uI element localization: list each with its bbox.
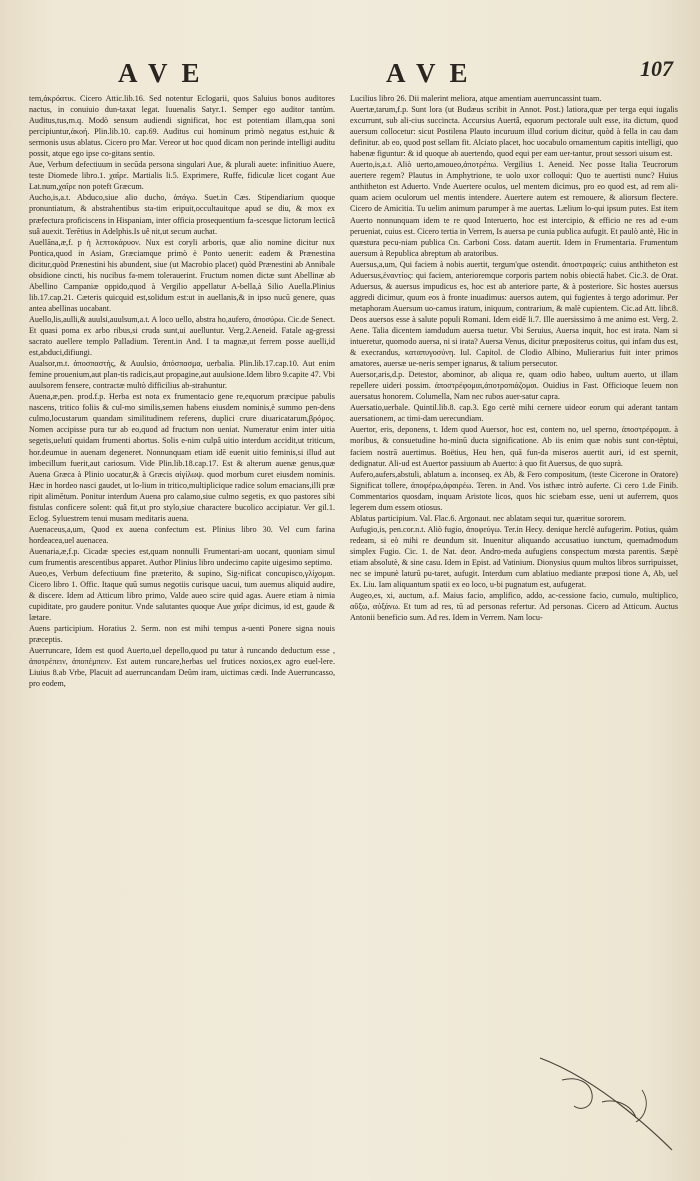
left-column (29, 93, 335, 690)
entry-paragraph: Aualsor,m.t. ἀποσπαστής, & Auulsio, ἀπόσπασμα, uerbalia. Plin.lib.17.cap.10. Aut enim femine prouenium,aut plan-tis radicis,aut propagine,aut auulsione.Idem libro 9.capite 47. Vbi auulsorem fensere, contractæ multò difficilius ab-strahuntur. (29, 359, 335, 391)
entry-paragraph: Aucho,is,a.t. Abduco,siue alio ducho, ἀπάγω. Suet.in Cæs. Stipendiarium quoque pronuntiatum, & abstrahentibus sta-tim eripuit,occultauitque apud se diu, & mox ex præfectura proficiscens in Hispaniam, inter officia prosequentium fa-scesque lictorum lecticâ suâ auexit. Terētius in Adelphis.Is uê nit,ut secum auchat. (29, 193, 335, 236)
entry-paragraph: Auertæ,tarum,f.p. Sunt lora (ut Budæus scribit in Annot. Post.) latiora,quæ per terga equi iugalis excurrunt, sub ali-cius succincta. Accursius Auertâ, equorum pectorale uult esse, ita dictum, quod auersum collocetur: sicut Postilena Plauto incuruum illud corium dicitur, quòd à fella in cau dam definitur. ab eo, quod post sellam fit. Alciato placet, hoc uocabulo ornamentum capitis intelligi, quo habenæ figuntur: & id quoque ab auertendo, quod equi per eam uer-tantur, prout sessori uisum est. (350, 105, 678, 159)
entry-paragraph: Auenaria,æ,f.p. Cicadæ species est,quam nonnulli Frumentari-am uocant, quoniam simul cum frumentis arescentibus apparet. Author Plinius libro undecimo capite uigesimo septimo. (29, 546, 335, 567)
entry-paragraph: Lucilius libro 26. Dii malerint meliora, atque amentiam auerruncassint tuam. (350, 94, 602, 103)
entry-paragraph: Auerto,is,a.t. Aliò uerto,amoueo,ἀποτρέπω. Vergilius 1. Aeneid. Nec posse Italia Teucrorum auertere regem? Plautus in Amphytrione, te uolo uxor colloqui: Quo te auertisti nunc? Huius anthitheton est Aduerto. Vnde Auertere oculos, uel mentem dicimus, pro eo quod est, ad rem ali-quam aciem oculorum uel mentis intendere. Auertere autem est remouere, & aliorsum flectere. Cicero de Amicitia. Tu uelim animum parumper à me auertas. Lælium lo-qui ipsum putes. Est item Auerto nonnunquam idem te re quod Interuerto, hoc est intercipio, & efficio ne res ad e-um perueniat, cuius est. Cicero tertia in Verrem, Is auersa pe cunia publica aufugit. Et paulò antè, Hic in quæstura pecu-niam publica Cn. Carboni Coss. datam auertit. Idem in Frumentaria. Frumentum auersum à Republica abreptum ab aratoribus. (350, 160, 678, 258)
entry-paragraph: Aue, Verbum defectiuum in secūda persona singulari Aue, & plurali auete: infinitiuo Auere, teste Diomede libro.1. χαῖρε. Martialis li.5. Exprimere, Ruffe, fidiculæ licet cogant Aue Lat.num,χαῖρε non poteft Græcum. (29, 160, 335, 192)
entry-paragraph: Augeo,es, xi, auctum, a.f. Maius facio, amplifico, addo, ac-cessione facio, cumulo, multiplico, αὔξω, αὐξάνω. Et tum ad res, tū ad personas refertur. Ad personas. Cicero ad Atticum. Auctus Antonii beneficio sum. Ad res. Idem in Verrem. Nam locu- (350, 591, 678, 623)
header-right-word: AVE (386, 58, 482, 88)
entry-paragraph: Auello,lis,aulli,& auulsi,auulsum,a.t. A loco uello, abstra ho,aufero, ἀποσύρω. Cic.de Senect. Et quasi poma ex arbo ribus,si cruda sunt,ui auelluntur. Verg.2.Aeneid. Fatale ag-gressi sacrato auellere templo Palladium. Terent.in And. I ta magnæ,ut ferrem posse auelli,id est,abduci,difiungi. (29, 314, 335, 358)
entry-paragraph: tem,ἀκρόατικ. Cicero Attic.lib.16. Sed notentur Eclogarii, quos Saluius bonos auditores nactus, in conuiuio dun-taxat legat. Iuuenalis Satyr.1. Semper ego auditor tantùm. Auditus,tus,m.q. Modò sensum audiendi significat, hoc est potentiam illam,qua soni percipiuntur,ἀκοή. Plin.lib.10. cap.69. Auditus cui hominum primò negatus est,huic & sermonis usus ablatus. Cicero pro Mar. Vereor ut hoc quod dicam non perinde intelligi auditu possit, atque ego ipse co-gitans sentio. (29, 94, 335, 159)
entry-paragraph: Ablatus participium. Val. Flac.6. Argonaut. nec ablatam sequi tur, quæritue sororem. (350, 513, 627, 523)
entry-paragraph: Auersatio,uerbale. Quintil.lib.8. cap.3. Ego certè mihi cernere uideor eorum qui aderant tantam auersationem, ac timi-dam uerecundiam. (350, 403, 678, 424)
header-left-word: AVE (118, 58, 214, 88)
entry-paragraph: Aueo,es, Verbum defectiuum fine præterito, & supino, Sig-nificat concupisco,γλίχομαι. Cicero libro 1. Offic. Itaque quū sumus negotiis curisque uacui, tum auemus aliquid audire, & discere. Idem ad Atticum libro primo, Valde aueo scire quid agas. Auere etiam à nimia cupiditate, pro gaudere ponitur. Vnde salutantes quoque Aue χαῖρε dicimus, id est, gaude & lætare. (29, 569, 335, 623)
entry-paragraph: Auens participium. Horatius 2. Serm. non est mihi tempus a-uenti Ponere signa nouis præceptis. (29, 624, 335, 645)
entry-paragraph: Auena,æ,pen. prod.f.p. Herba est nota ex frumentacio gene re,equorum præcipue pabulis nascens, tritico foliis & cul-mo similis,semen habens eiusdem nominis,è summo pen-dens culmo,locustarum quandam similitudinem referens, duplici crure diuaricatarum,βρόμος. Nomen accipisse pura tur ab eo,quod ad fructum non ueniat. Numeratur enim inter uitia segetis,uelutí quidam frumenti abortus. Solis e-nim culpâ uitio interdum accidit,ut triticum, hor.deumue in auenam degeneret. Nonnunquam etiam idē euenit uitio feminis,si illud aut imbecillum fuerit,aut cariosum. Vide Plin.lib.18.cap.17. Est & alterum auenæ genus,quæ Auena Græca à Plinio uocatur,& à Græcis αἰγίλωψ. quod morbum curet eiusdem nominis. Hæc in hordeo nasci gaudet, ut lo-lium in tritico,multiplicique radice solum emacians,illi præ ripit alimētum. Ponitur interdum Auena pro calamo,siue culmo segetis, ex quo pastores sibi fistulas conficere solent: quâ fit,ut pro stylo,siue charactere bucolico accipiatur. Ver gil.1. Eclog. Syluestrem tenui musam meditaris auena. (29, 392, 335, 523)
entry-paragraph: Aufugio,is, pen.cor.n.t. Aliò fugio, ἀποφεύγω. Ter.in Hecy. denique herclè aufugerim. Potius, quàm redeam, si eò mihi re deundum sit. Inuenitur aliquando accusatiuo iunctum, quemadmodum simplex Fugio. Cic. 1. de Nat. deor. Andro-meda aufugiens conspectum mœsta parentis. Sæpè etiam absolutè, & sine casu. Idem in Epist. ad Vatinium. Dionysius quum multos libros surripuisset, nec se impunè laturū pu-taret, aufugit. Interdum cum ablatiuo mediante præposi tione A, Ab, uel Ex. Liu. Iam aliquantum spatii ex eo loco, u-bi pugnatum est, aufugerat. (350, 524, 678, 590)
page-number: 107 (640, 56, 673, 81)
right-column (350, 93, 678, 623)
entry-paragraph: Auersor,aris,d.p. Detestor, abominor, ab aliqua re, quam odio habeo, uultum auerto, ut illam repellere uideri possim. ἀποστρέφομαι,ἀποτροπιάζομαι. Ouidius in Fast. Officioque leuem non auersatus honorem. Columella, Nam nec rubos auer-satur capra. (350, 370, 678, 402)
entry-paragraph: Auersus,a,um, Qui faciem à nobis auertit, tergum'que ostendit. ἀποστραφείς: cuius anthitheton est Aduersus,ἐναντίος: qui faciem, anterioremque corporis partem nobis obiectā habet. Cic.3. de Orat. Aduersus, & auersus impudicus es, hoc est ab anteriore parte, & à posteriore. Sic hostes auersus aggredi dicimur, quum eos à fronte inuadimus: auersos autem, qui fugientes à tergo adorimur. Per metaphoram Auersum uo-camus iratum, iniquum, contrarium, & malè cupientem. Cic.ad Att. libr.8. Deos auersos esse à salute populi Romani. Idem eidē li.7. Ille auersissimo à me animo est. Verg. 2. Aene. Talia dicentem iamdudum auersa tuetur. Vbi Seruius, Auersa inquit, hoc est irata. Nam si intueretur, quomodo auersa, ni si irata? Auersa Venus, dicitur præpositerus coitus, qui infam dus est, & execrandus, καταπυγοσύνη. Iul. Capitol. de Clodio Albino, Mulierarius fuit inter primos amatores, auersæ ue-neris semper ignarus, & talium persecutor. (350, 259, 678, 369)
entry-paragraph: Auerruncare, Idem est quod Auerto,uel depello,quod pu tatur à runcando deductum esse , ἀποτρέπειν, ἀποπέμπειν. Est autem runcare,herbas uel frutices noxios,ex agro euel-lere. Liuius 8.ab Vrbe, Placuit ad auerruncandam Deûm iram, uictimas cædi. Inde Auerruncasso, pro eodem, (29, 646, 335, 689)
entry-paragraph: Auellāna,æ,f. p ἡ λεπτοκάρυον. Nux est coryli arboris, quæ alio nomine dicitur nux Pontica,quod in Asiam, Græciamque primò è Ponto uenerit: eadem & Prænestina dicitur,quòd Prænestini his abundent, siue (ut Macrobio placet) quòd Prænestini ab Annibale obsidione cincti, his nucibus fa-mem tolerauerint. Fructum nomen dictæ sunt Abellinæ ab Abellino Campaniæ oppido,quod à Vergilio appellatur A-bella,à Silio Auella.Plinius lib.17.cap.21. Cæteris quicquid est,solidum est:ut in auellanis,& in ipso nucū genere, quas antea abellinas uocabant. (29, 237, 335, 313)
entry-paragraph: Aufero,aufers,abstuli, ablatum a. inconseq. ex Ab, & Fero compositum, (teste Cicerone in Oratore) Significat tollere, ἀποφέρω,ἀφαιρέω. Teren. in And. Vos isthæc intrò auferte. Ci cero 1.de Finib. Commentarios quosdam, inquam Aristote licos, quos hic sciebam esse, ueni ut auferrem, quos legerem dum essem otiosus. (350, 469, 678, 512)
entry-paragraph: Auenaceus,a,um, Quod ex auena confectum est. Plinius libro 30. Vel cum farina hordeacea,uel auenacea. (29, 524, 335, 545)
ink-flourish-icon (532, 1050, 682, 1160)
entry-paragraph: Auertor, eris, deponens, t. Idem quod Auersor, hoc est, contem no, uel sperno, ἀποστρέφομαι. à moribus, & consuetudine ho-minū ducta significatione. Ab iis enim quæ nobis sunt con-tēptui, faciem nostrā auertimus. Boëtius, Heu hen, quā fun-da miseros auertit auri, id est spernit, dedignatur. Ali-ud est Auertor passiuum ab Auerto: à quo fit Auersus, de quo suprà. (350, 425, 678, 468)
